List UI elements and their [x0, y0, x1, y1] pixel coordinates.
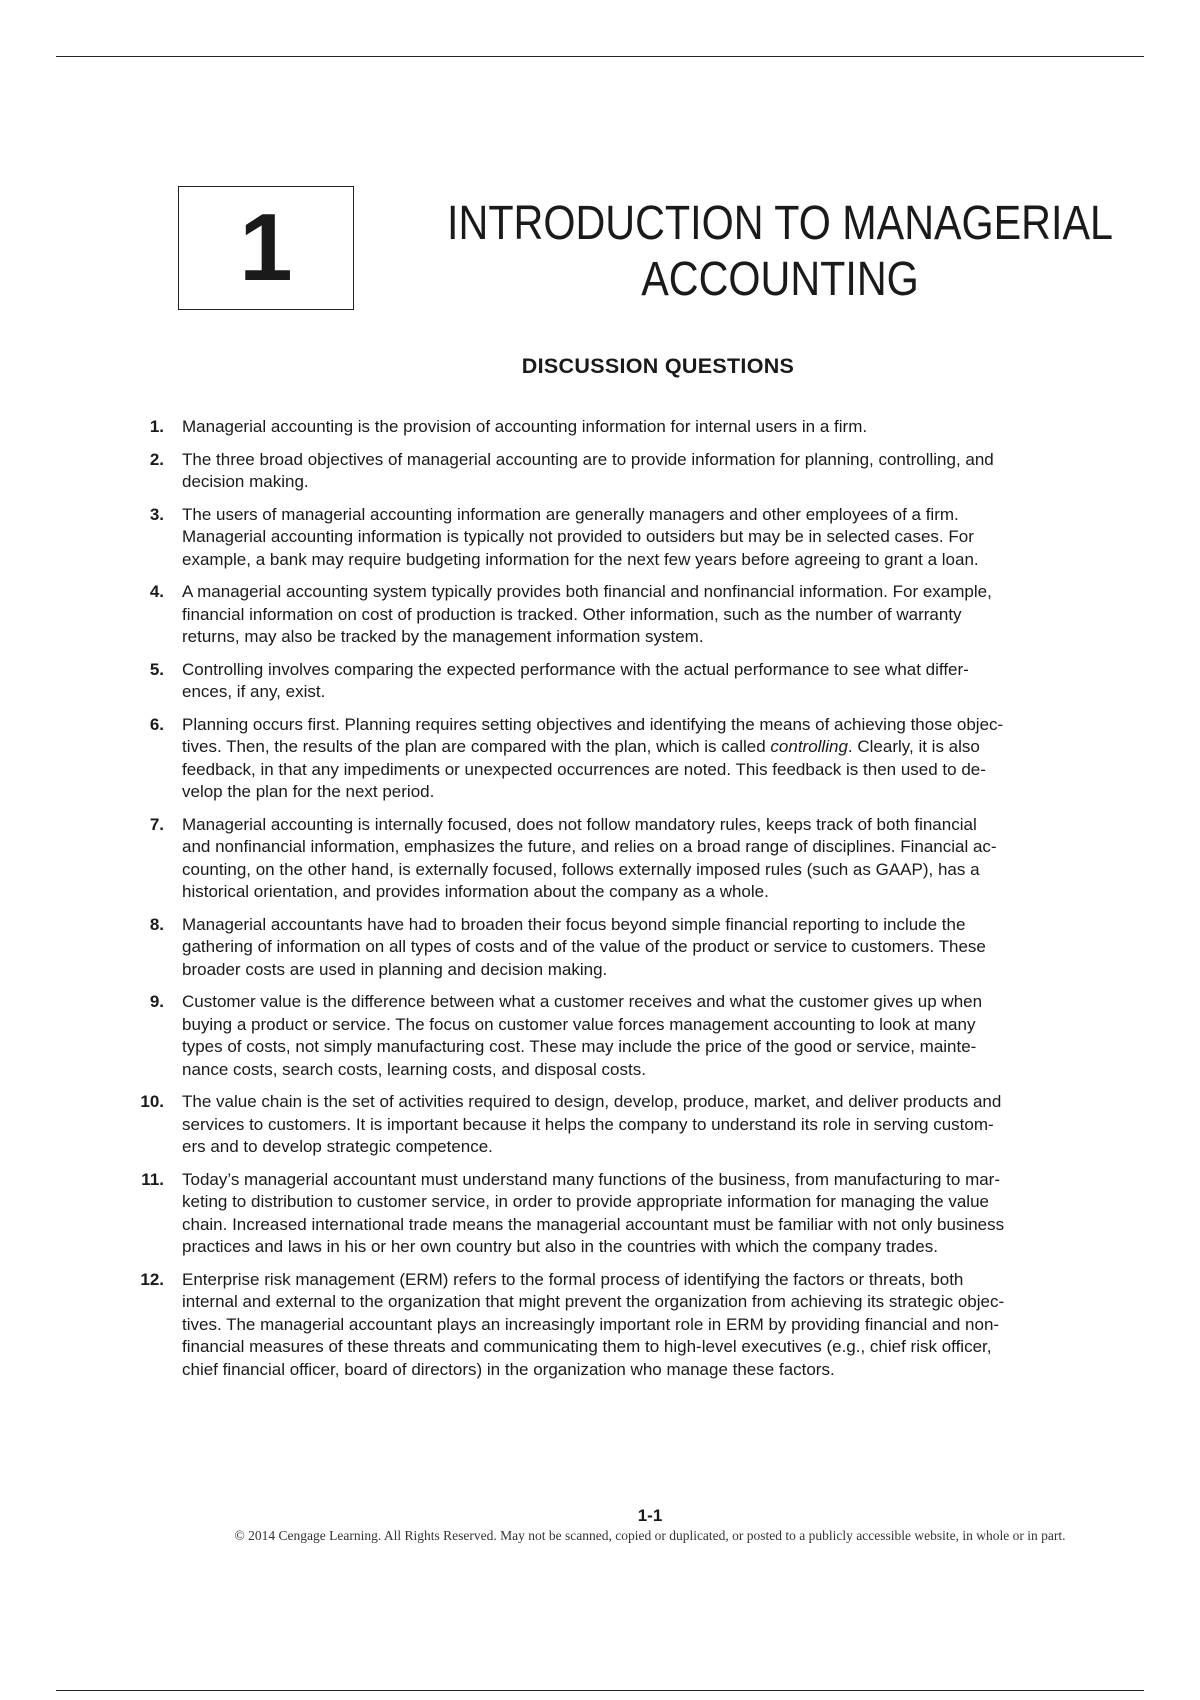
question-number: 1.: [149, 417, 164, 436]
question-number: 11.: [141, 1169, 164, 1189]
copyright-notice: © 2014 Cengage Learning. All Rights Reserved. May not be scanned, copied or duplicated, or posted to a publicly accessible website, in whole or in part.: [234, 1528, 1066, 1543]
question-item: [0, 991, 1200, 1081]
question-number: 12.: [140, 1269, 164, 1289]
section-heading: DISCUSSION QUESTIONS: [521, 354, 795, 378]
question-item: [0, 814, 1200, 904]
question-text: Today’s managerial accountant must understand many functions of the business, from manufacturing to mar- keting to distribution to customer service, in order to provide appropriate information for managing the value chain. Increased international trade means the managerial accountant must be familiar with not only business practices and laws in his or her own country but also in the countries with which the company trades.: [182, 1169, 1005, 1256]
question-item: [0, 416, 1200, 439]
question-item: [0, 449, 1200, 494]
bottom-rule: [56, 1690, 1144, 1691]
question-item: [0, 1169, 1200, 1259]
question-number: 8.: [149, 914, 164, 934]
question-item: [0, 659, 1200, 704]
question-text: Managerial accounting is the provision of accounting information for internal users in a firm.: [182, 417, 868, 436]
chapter-title: [436, 196, 1124, 308]
question-text: Controlling involves comparing the expected performance with the actual performance to see what differ- ences, if any, exist.: [182, 659, 969, 701]
question-number: 4.: [149, 582, 164, 601]
discussion-questions-list: [0, 416, 1200, 1391]
question-number: 7.: [149, 814, 164, 834]
question-text: Managerial accountants have had to broaden their focus beyond simple financial reporting to include the gathering of information on all types of costs and of the value of the product or service to customers. These broader costs are used in planning and decision making.: [182, 914, 986, 979]
chapter-title-line-2: ACCOUNTING: [641, 253, 919, 306]
question-text: Managerial accounting is internally focused, does not follow mandatory rules, keeps track of both financial and nonfinancial information, emphasizes the future, and relies on a broad range of disciplines. Financial ac- counting, on the other hand, is externally focused, follows externally imposed rules (such as GAAP), has a historical orientation, and provides information about the company as a whole.: [182, 814, 997, 901]
emphasis-term: controlling: [770, 737, 848, 756]
question-text: Customer value is the difference between what a customer receives and what the customer gives up when buying a product or service. The focus on customer value forces management accounting to look at many types of costs, not simply manufacturing cost. These may include the price of the good or service, mainte- nance costs, search costs, learning costs, and disposal costs.: [182, 992, 983, 1079]
question-text: Enterprise risk management (ERM) refers to the formal process of identifying the factors or threats, both internal and external to the organization that might prevent the organization from achieving its strategic objec- tives. The managerial accountant plays an increasingly important role in ERM by providing financial and non- financial measures of these threats and communicating them to high-level executives (e.g., chief risk officer, chief financial officer, board of directors) in the organization who manage these factors.: [182, 1269, 1005, 1379]
chapter-number: 1: [239, 194, 293, 301]
question-text: The three broad objectives of managerial accounting are to provide information for planning, controlling, and decision making.: [182, 449, 994, 491]
chapter-title-line-1: INTRODUCTION TO MANAGERIAL: [447, 197, 1113, 250]
page-number: 1-1: [637, 1506, 663, 1525]
top-rule: [56, 56, 1144, 57]
question-text-part: Planning occurs first. Planning requires setting objectives and identifying the means of achieving those objec- tives. Then, the results of the plan are compared with the plan, which is called: [182, 714, 1004, 756]
question-item: [0, 1091, 1200, 1159]
question-number: 9.: [149, 992, 164, 1011]
question-item: [0, 1269, 1200, 1382]
question-text: A managerial accounting system typically provides both financial and nonfinancial information. For example, financial information on cost of production is tracked. Other information, such as the number of warranty returns, may also be tracked by the management information system.: [182, 582, 992, 646]
question-number: 2.: [149, 449, 164, 469]
question-item: [0, 581, 1200, 649]
chapter-number-box: [178, 186, 354, 310]
question-number: 6.: [149, 714, 164, 734]
question-text: [182, 714, 1155, 804]
question-item: [0, 914, 1200, 982]
question-text-part: . Clearly, it is also feedback, in that any impediments or unexpected occurrences are noted. This feedback is then used to de- velop the plan for the next period.: [182, 737, 986, 801]
question-number: 5.: [149, 659, 164, 679]
question-number: 3.: [149, 504, 164, 524]
question-item: [0, 714, 1200, 804]
question-item: [0, 504, 1200, 572]
question-number: 10.: [140, 1092, 164, 1111]
question-text: The users of managerial accounting information are generally managers and other employees of a firm. Managerial accounting information is typically not provided to outsiders but may be in selected cases. For example, a bank may require budgeting information for the next few years before agreeing to grant a loan.: [182, 504, 979, 569]
question-text: The value chain is the set of activities required to design, develop, produce, market, and deliver products and services to customers. It is important because it helps the company to understand its role in serving custom- ers and to develop strategic competence.: [182, 1092, 1002, 1156]
